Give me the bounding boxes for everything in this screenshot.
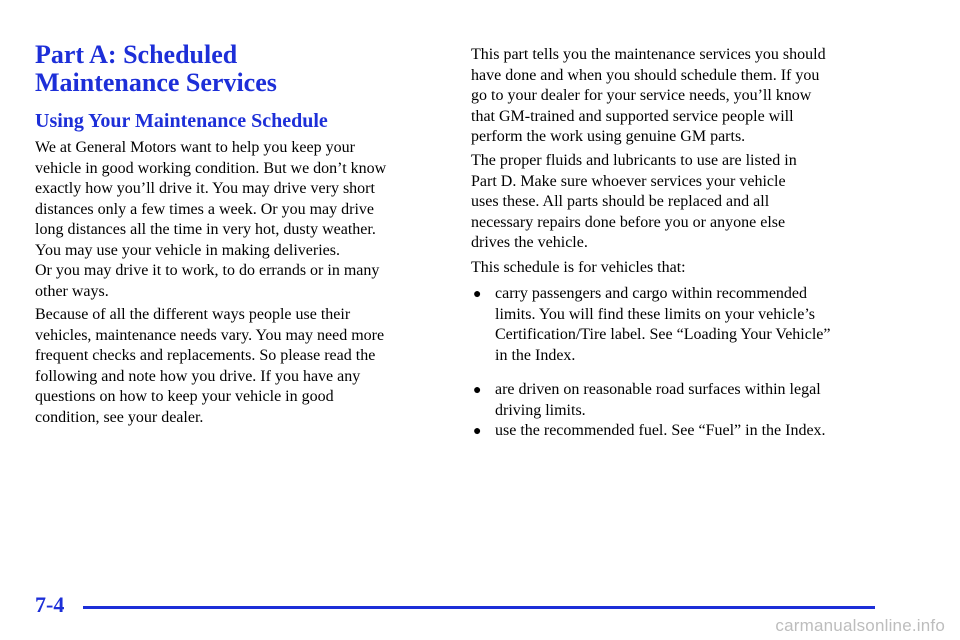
right-paragraph-2: The proper fluids and lubricants to use are listed in Part D. Make sure whoever services your vehicle uses these. All parts should be replaced and all necessary repairs done before you or anyone else drives the vehicle. [471, 152, 797, 251]
page-title [35, 41, 277, 97]
right-paragraph-3: This schedule is for vehicles that: [471, 259, 686, 276]
page-title-line-1: Part A: Scheduled [35, 40, 238, 69]
bullet-item-2: are driven on reasonable road surfaces within legal driving limits. [495, 381, 821, 419]
page-title-line-2: Maintenance Services [35, 68, 277, 97]
footer-rule [83, 606, 875, 609]
bullet-icon: ● [473, 424, 482, 439]
section-heading: Using Your Maintenance Schedule [35, 110, 328, 132]
watermark: carmanualsonline.info [775, 616, 945, 635]
right-paragraph-1: This part tells you the maintenance services you should have done and when you should schedule them. If you go to your dealer for your service needs, you’ll know that GM-trained and supported service people will perform the work using genuine GM parts. [471, 46, 826, 145]
left-paragraph-2: Because of all the different ways people use their vehicles, maintenance needs vary. You may need more frequent checks and replacements. So please read the following and note how you drive. If you have any questions on how to keep your vehicle in good condition, see your dealer. [35, 306, 385, 426]
bullet-item-1: carry passengers and cargo within recommended limits. You will find these limits on your vehicle’s Certification/Tire label. See “Loading Your Vehicle” in the Index. [495, 285, 831, 364]
bullet-icon: ● [473, 383, 482, 398]
page-number: 7-4 [35, 592, 65, 617]
bullet-item-3: use the recommended fuel. See “Fuel” in the Index. [495, 422, 826, 439]
left-paragraph-1: We at General Motors want to help you keep your vehicle in good working condition. But we don’t know exactly how you’ll drive it. You may drive very short distances only a few times a week. Or you may drive long distances all the time in very hot, dusty weather. You may use your vehicle in making deliveries. Or you may drive it to work, to do errands or in many other ways. [35, 139, 387, 300]
bullet-icon: ● [473, 287, 482, 302]
